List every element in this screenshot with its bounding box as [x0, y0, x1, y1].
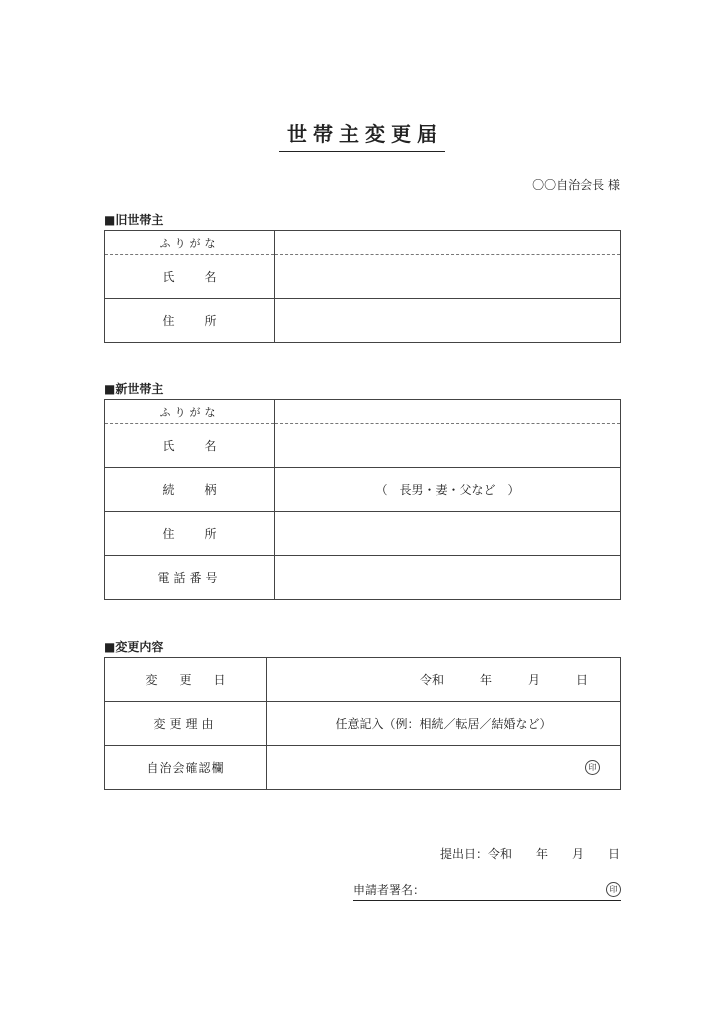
phone-field[interactable]: [275, 556, 621, 600]
change-table: [104, 657, 621, 790]
address-field[interactable]: [275, 299, 621, 343]
furigana-field[interactable]: [275, 400, 621, 424]
old-head-table: [104, 230, 621, 343]
document-title: [0, 118, 724, 152]
relation-label: 続柄: [105, 468, 275, 512]
confirm-label: 自治会確認欄: [105, 746, 267, 790]
section-heading-new-head: ■新世帯主: [104, 382, 164, 396]
change-date-field[interactable]: 令和 年 月 日: [267, 658, 621, 702]
section-heading-old-head: ■旧世帯主: [104, 213, 164, 227]
table-row: [105, 658, 621, 702]
furigana-field[interactable]: [275, 231, 621, 255]
table-row: [105, 299, 621, 343]
seal-icon: 印: [585, 760, 600, 775]
address-field[interactable]: [275, 512, 621, 556]
table-row: [105, 424, 621, 468]
title-text: 世帯主変更届: [279, 118, 445, 152]
table-row: [105, 702, 621, 746]
applicant-label: 申請者署名：: [353, 883, 426, 897]
address-label: 住所: [105, 512, 275, 556]
phone-label: 電話番号: [105, 556, 275, 600]
table-row: [105, 468, 621, 512]
seal-icon: 印: [606, 882, 621, 897]
address-label: 住所: [105, 299, 275, 343]
table-row: [105, 556, 621, 600]
new-head-table: [104, 399, 621, 600]
change-reason-label: 変更理由: [105, 702, 267, 746]
addressee: 〇〇自治会長 様: [532, 178, 620, 192]
table-row: [105, 512, 621, 556]
furigana-label: ふりがな: [105, 400, 275, 424]
table-row: [105, 255, 621, 299]
table-row: [105, 746, 621, 790]
section-heading-change: ■変更内容: [104, 640, 164, 654]
name-field[interactable]: [275, 255, 621, 299]
name-label: 氏名: [105, 424, 275, 468]
furigana-label: ふりがな: [105, 231, 275, 255]
applicant-signature-line[interactable]: [353, 881, 621, 901]
name-label: 氏名: [105, 255, 275, 299]
table-row: [105, 400, 621, 424]
change-date-label: 変更日: [105, 658, 267, 702]
relation-field[interactable]: （ 長男・妻・父など ）: [275, 468, 621, 512]
change-reason-field[interactable]: 任意記入（例：相続／転居／結婚など）: [267, 702, 621, 746]
submit-date: 提出日：令和 年 月 日: [439, 847, 620, 861]
table-row: [105, 231, 621, 255]
name-field[interactable]: [275, 424, 621, 468]
confirm-field[interactable]: [267, 746, 621, 790]
